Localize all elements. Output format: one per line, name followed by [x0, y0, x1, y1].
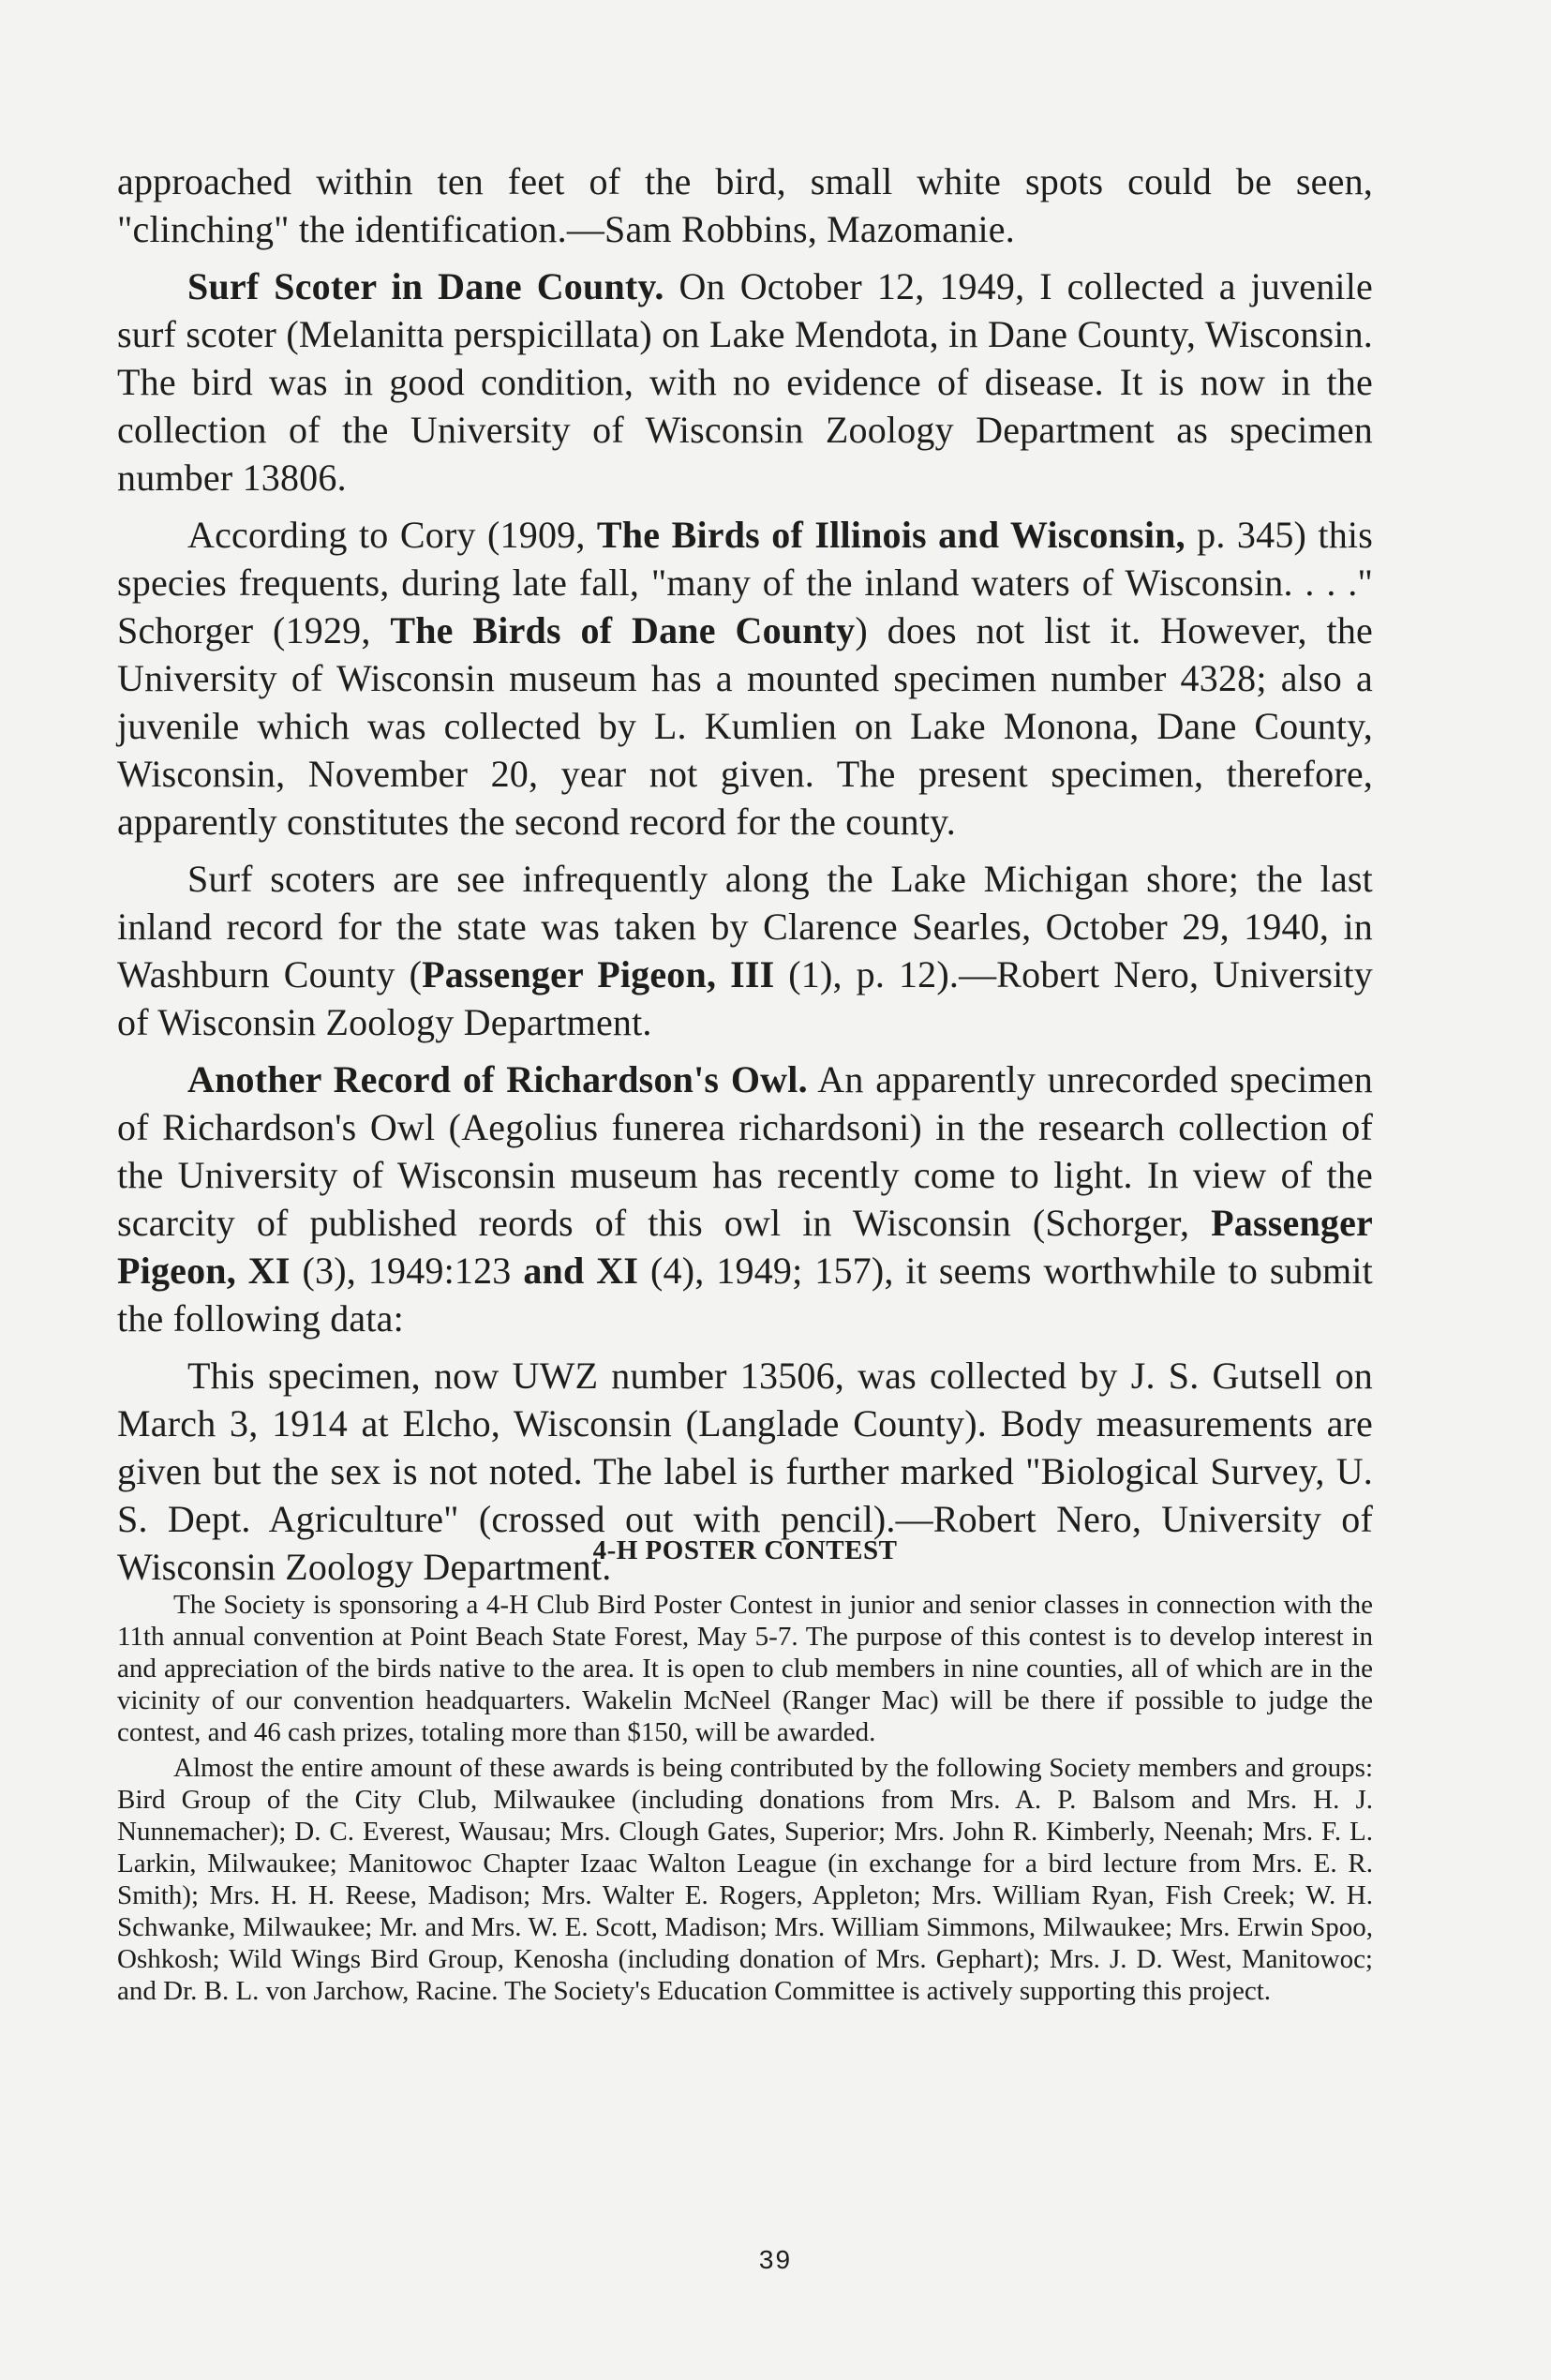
schorger-book-title: The Birds of Dane County — [390, 609, 856, 651]
surf-scoter-p2-a: According to Cory (1909, — [187, 514, 597, 556]
owl-p1-e: (4), 1949; 157), it seems worthwhile to submit the following data: — [117, 1250, 1373, 1340]
owl-p2-text: This specimen, now UWZ number 13506, was collected by J. S. Gutsell on March 3, 1914 at Elcho, Wisconsin (Langlade County). Body measurements are given but the sex is not noted. The label is further marked "Biological Survey, U. S. Dept. Agriculture" (crossed out with pencil).—Robert Nero, University of Wisconsin Zoology Department. — [117, 1355, 1373, 1588]
main-column — [117, 157, 1373, 1591]
owl-ref-1: Passenger Pigeon, XI — [117, 1202, 1373, 1292]
intro-text: approached within ten feet of the bird, small white spots could be seen, "clinching" the identification.—Sam Robbins, Mazomanie. — [117, 160, 1373, 250]
contest-p2-text: Almost the entire amount of these awards is being contributed by the following Society members and groups: Bird Group of the City Club, Milwaukee (including donations from Mrs. A. P. Balsom and Mrs. H. J. Nunnemacher); D. C. Everest, Wausau; Mrs. Clough Gates, Superior; Mrs. John R. Kimberly, Neenah; Mrs. F. L. Larkin, Milwaukee; Manitowoc Chapter Izaac Walton League (in exchange for a bird lecture from Mrs. E. R. Smith); Mrs. H. H. Reese, Madison; Mrs. Walter E. Rogers, Appleton; Mrs. William Ryan, Fish Creek; W. H. Schwanke, Milwaukee; Mr. and Mrs. W. E. Scott, Madison; Mrs. William Simmons, Milwaukee; Mrs. Erwin Spoo, Oshkosh; Wild Wings Bird Group, Kenosha (including donation of Mrs. Gephart); Mrs. J. D. West, Manitowoc; and Dr. B. L. von Jarchow, Racine. The Society's Education Committee is actively supporting this project. — [117, 1753, 1373, 2006]
intro-paragraph — [117, 157, 1373, 253]
surf-scoter-paragraph-2 — [117, 511, 1373, 846]
surf-scoter-p1-text: On October 12, 1949, I collected a juvenile surf scoter (Melanitta perspicillata) on Lake Mendota, in Dane County, Wisconsin. The bird was in good condition, with no evidence of disease. It is now in the collection of the University of Wisconsin Zoology Department as specimen number 13806. — [117, 265, 1373, 499]
owl-p1-a: An apparently unrecorded specimen of Richardson's Owl (Aegolius funerea richardsoni) in the research collection of the University of Wisconsin museum has recently come to light. In view of the scarcity of published reords of this owl in Wisconsin (Schorger, — [117, 1058, 1373, 1244]
contest-p1-text: The Society is sponsoring a 4-H Club Bird Poster Contest in junior and senior classes in connection with the 11th annual convention at Point Beach State Forest, May 5-7. The purpose of this contest is to develop interest in and appreciation of the birds native to the area. It is open to club members in nine counties, all of which are in the vicinity of our convention headquarters. Wakelin McNeel (Ranger Mac) will be there if possible to judge the contest, and 46 cash prizes, totaling more than $150, will be awarded. — [117, 1590, 1373, 1747]
owl-paragraph-1 — [117, 1055, 1373, 1342]
surf-scoter-p2-e: ) does not list it. However, the University of Wisconsin museum has a mounted specimen number 4328; also a juvenile which was collected by L. Kumlien on Lake Monona, Dane County, Wisconsin, November 20, year not given. The present specimen, therefore, apparently constitutes the second record for the county. — [117, 609, 1373, 843]
surf-scoter-paragraph-3 — [117, 855, 1373, 1046]
contest-paragraph-1 — [117, 1589, 1373, 1748]
surf-scoter-heading: Surf Scoter in Dane County. — [187, 265, 664, 307]
surf-scoter-p3-c: (1), p. 12).—Robert Nero, University of Wisconsin Zoology Department. — [117, 953, 1373, 1043]
owl-heading: Another Record of Richardson's Owl. — [187, 1058, 808, 1100]
passenger-pigeon-ref: Passenger Pigeon, III — [422, 953, 775, 995]
owl-ref-2: and XI — [523, 1250, 639, 1292]
surf-scoter-p3-a: Surf scoters are see infrequently along the Lake Michigan shore; the last inland record for the state was taken by Clarence Searles, October 29, 1940, in Washburn County ( — [117, 858, 1373, 995]
page-number: 39 — [758, 2245, 793, 2274]
owl-p1-c: (3), 1949:123 — [290, 1250, 524, 1292]
contest-paragraph-2 — [117, 1752, 1373, 2007]
contest-title: 4-H POSTER CONTEST — [592, 1535, 898, 1565]
surf-scoter-p2-c: p. 345) this species frequents, during late fall, "many of the inland waters of Wisconsin. . . ." Schorger (1929, — [117, 514, 1374, 651]
cory-book-title: The Birds of Illinois and Wisconsin, — [596, 514, 1186, 556]
poster-contest-section — [117, 1535, 1373, 2007]
surf-scoter-paragraph-1 — [117, 262, 1373, 501]
